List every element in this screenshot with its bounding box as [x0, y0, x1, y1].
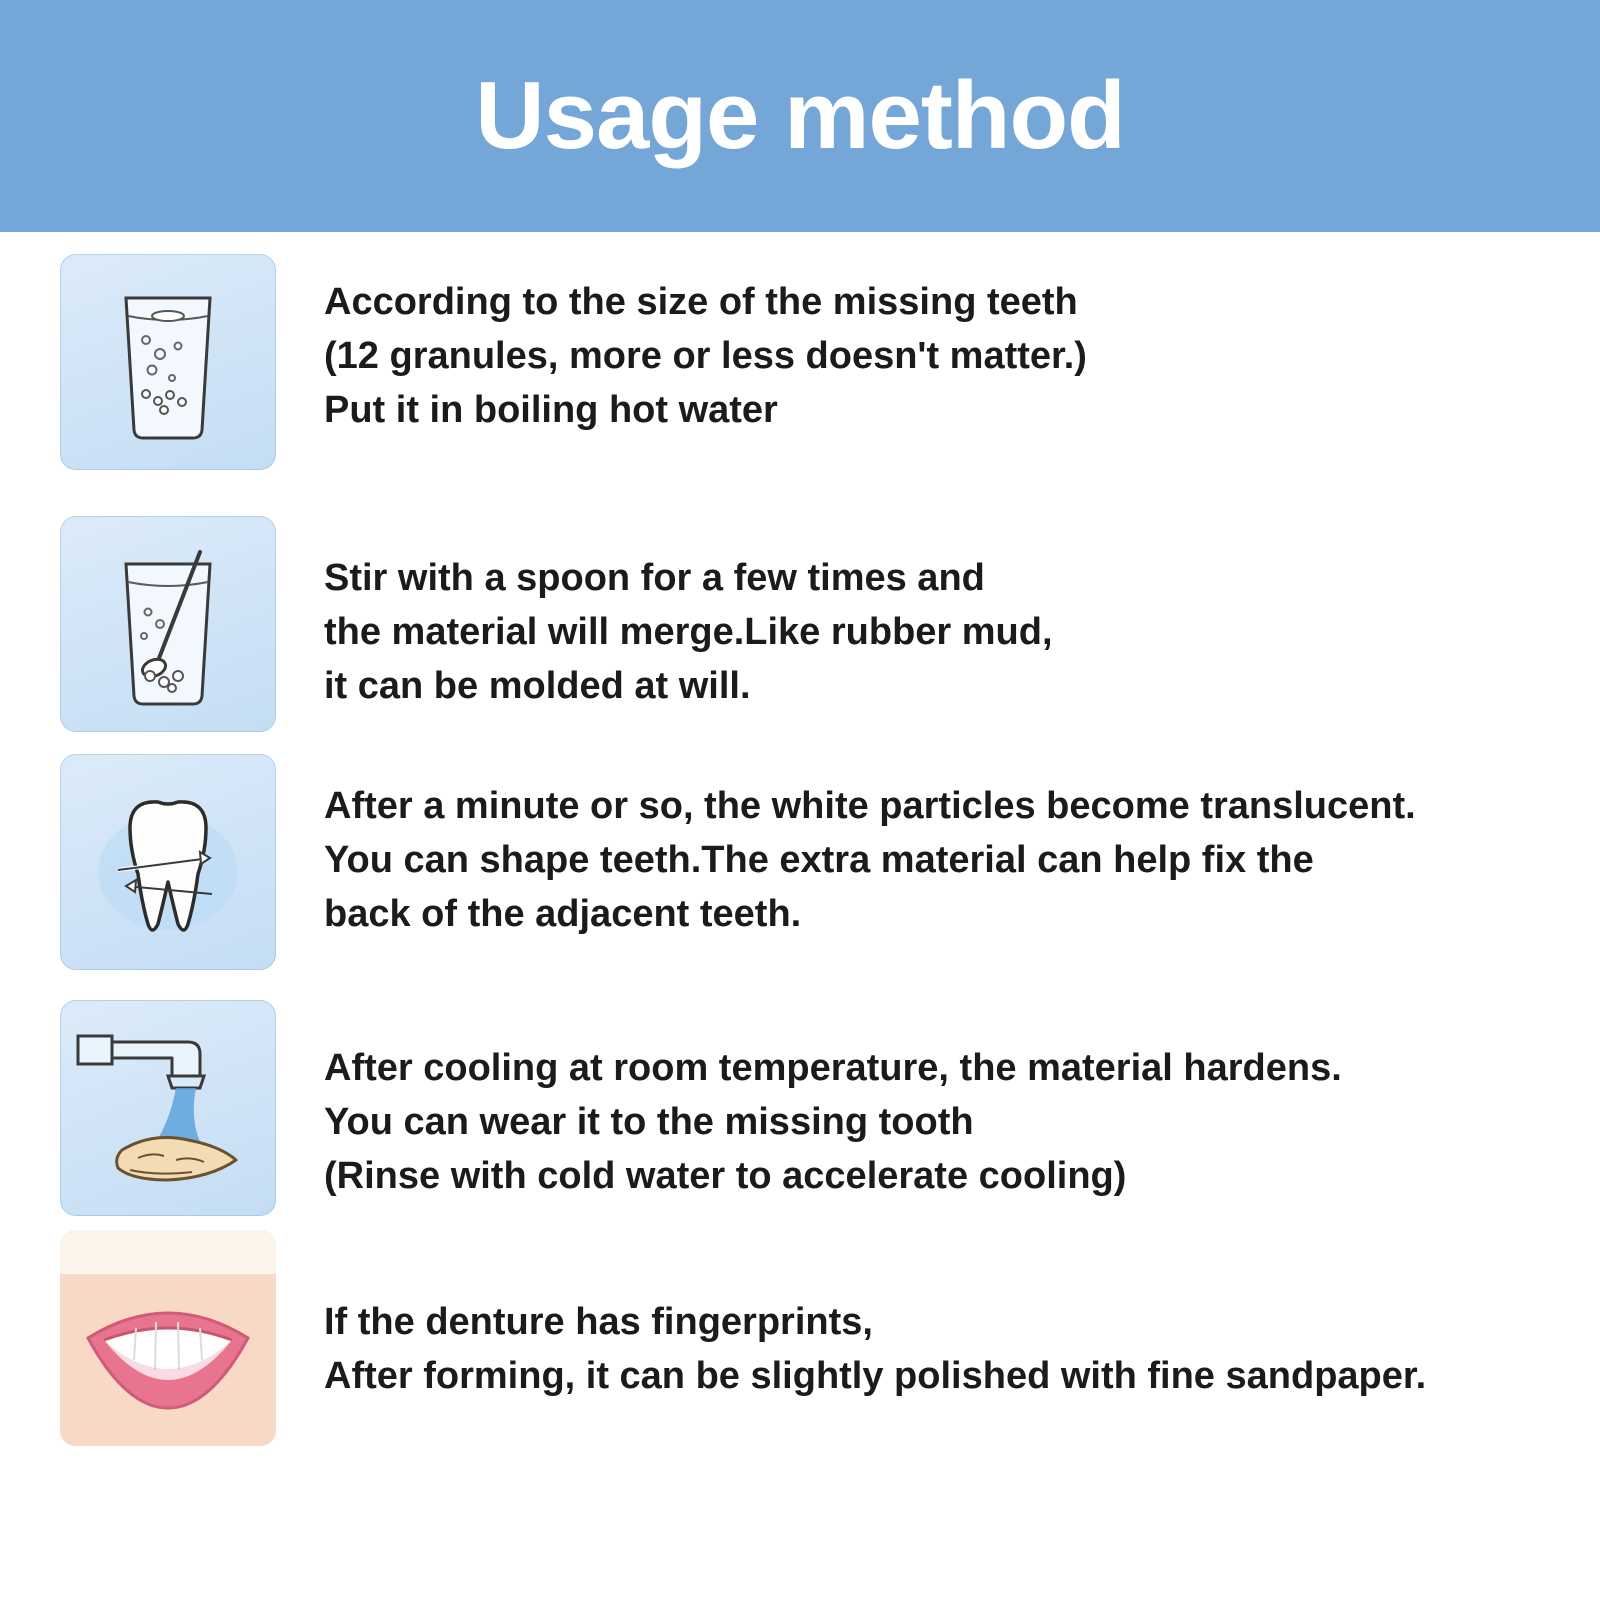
- step-item: [0, 254, 1600, 470]
- step-item: [0, 1000, 1600, 1216]
- page-title: Usage method: [475, 62, 1125, 169]
- faucet-rinsing-hands-icon: [60, 1000, 276, 1216]
- step-text: [324, 1000, 1342, 1204]
- step-text: [324, 1230, 1426, 1404]
- step-text: [324, 254, 1087, 438]
- step-line: You can shape teeth.The extra material can help fix the: [324, 838, 1314, 881]
- header-banner: [0, 0, 1600, 232]
- smiling-mouth-with-teeth-icon: [60, 1230, 276, 1446]
- step-line: back of the adjacent teeth.: [324, 892, 802, 935]
- step-line: After cooling at room temperature, the material hardens.: [324, 1047, 1342, 1089]
- step-line: Stir with a spoon for a few times and: [324, 557, 985, 599]
- step-line: You can wear it to the missing tooth: [324, 1100, 974, 1143]
- step-line: (Rinse with cold water to accelerate cooling): [324, 1154, 1127, 1197]
- glass-of-water-with-granules-icon: [60, 254, 276, 470]
- step-line: After forming, it can be slightly polished with fine sandpaper.: [324, 1354, 1427, 1397]
- step-item: [0, 516, 1600, 732]
- step-line: (12 granules, more or less doesn't matter.): [324, 334, 1087, 377]
- step-item: [0, 754, 1600, 970]
- glass-with-spoon-stirring-icon: [60, 516, 276, 732]
- step-line: it can be molded at will.: [324, 664, 751, 707]
- step-line: the material will merge.Like rubber mud,: [324, 610, 1053, 653]
- step-line: According to the size of the missing teeth: [324, 281, 1078, 323]
- step-item: [0, 1230, 1600, 1446]
- step-line: After a minute or so, the white particles become translucent.: [324, 785, 1416, 827]
- tooth-being-shaped-icon: [60, 754, 276, 970]
- step-line: Put it in boiling hot water: [324, 388, 778, 431]
- step-text: [324, 516, 1053, 714]
- step-text: [324, 754, 1416, 942]
- step-line: If the denture has fingerprints,: [324, 1301, 873, 1343]
- steps-list: [0, 232, 1600, 1446]
